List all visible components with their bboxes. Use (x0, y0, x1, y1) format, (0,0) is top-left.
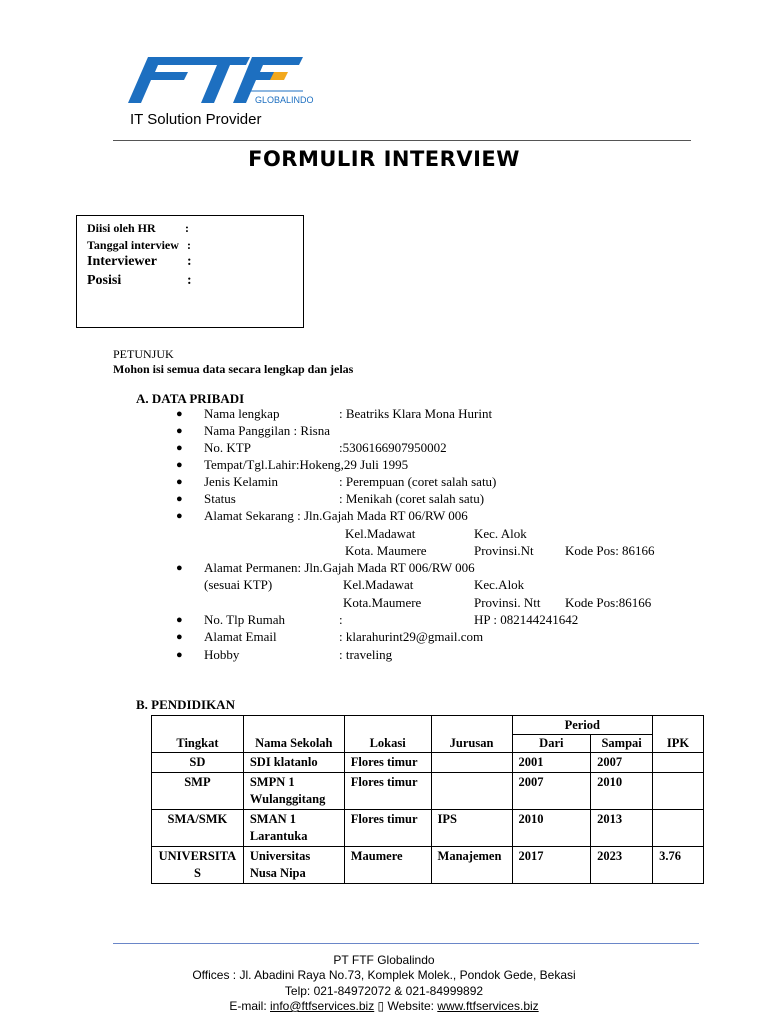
bullet-icon: ● (176, 510, 183, 522)
alamat-permanen-note: (sesuai KTP) (204, 577, 273, 592)
hr-label: Posisi (87, 273, 122, 288)
bullet-icon: ● (176, 649, 183, 661)
ttl: Tempat/Tgl.Lahir:Hokeng,29 Juli 1995 (204, 457, 409, 472)
logo-subtext: GLOBALINDO (255, 95, 314, 105)
hr-row-diisi (87, 221, 189, 236)
footer-separator: ▯ Website: (374, 999, 438, 1013)
telepon-label: No. Tlp Rumah (204, 612, 286, 627)
bullet-icon: ● (176, 442, 183, 454)
status-label: Status (204, 491, 236, 506)
cell-lokasi: Maumere (344, 847, 431, 884)
cell-ipk (653, 810, 704, 847)
cell-dari: 2017 (512, 847, 591, 884)
cell-sekolah: SDI klatanlo (243, 753, 344, 773)
header-lokasi: Lokasi (344, 716, 431, 753)
hr-colon: : (187, 254, 192, 269)
alamat-permanen-kota: Kota.Maumere (343, 595, 422, 610)
cell-sampai: 2007 (591, 753, 653, 773)
header-nama-sekolah: Nama Sekolah (243, 716, 344, 753)
footer-company: PT FTF Globalindo (333, 953, 435, 967)
cell-sampai: 2023 (591, 847, 653, 884)
alamat-sekarang-kodepos: Kode Pos: 86166 (565, 543, 655, 558)
alamat-permanen-kel: Kel.Madawat (343, 577, 414, 592)
bullet-icon: ● (176, 631, 183, 643)
alamat-sekarang-kec: Kec. Alok (474, 526, 527, 541)
bullet-icon: ● (176, 562, 183, 574)
alamat-sekarang-kota: Kota. Maumere (345, 543, 427, 558)
page-title: FORMULIR INTERVIEW (248, 147, 520, 171)
table-row (152, 773, 704, 810)
instructions-heading: PETUNJUK (113, 347, 174, 361)
table-row (152, 810, 704, 847)
footer-website-link[interactable]: www.ftfservices.biz (437, 999, 539, 1013)
section-b-heading: B. PENDIDIKAN (136, 697, 235, 712)
cell-lokasi: Flores timur (344, 773, 431, 810)
ftf-logo (128, 55, 314, 107)
cell-tingkat: SMP (152, 773, 244, 810)
cell-sekolah: SMPN 1 Wulanggitang (243, 773, 344, 810)
tagline: IT Solution Provider (130, 111, 262, 128)
cell-sampai: 2013 (591, 810, 653, 847)
hobby-label: Hobby (204, 647, 240, 662)
cell-lokasi: Flores timur (344, 810, 431, 847)
table-header-row (152, 716, 704, 735)
email-value: : klarahurint29@gmail.com (339, 629, 484, 644)
alamat-sekarang-provinsi: Provinsi.Nt (474, 543, 534, 558)
alamat-sekarang: Alamat Sekarang : Jln.Gajah Mada RT 06/RW 006 (204, 508, 468, 523)
hr-row-interviewer (87, 254, 192, 270)
cell-lokasi: Flores timur (344, 753, 431, 773)
cell-sekolah: SMAN 1 Larantuka (243, 810, 344, 847)
hr-colon: : (185, 221, 189, 235)
education-table (151, 715, 704, 884)
alamat-permanen-provinsi: Provinsi. Ntt (474, 595, 541, 610)
nama-panggilan: Nama Panggilan : Risna (204, 423, 331, 438)
ktp-label: No. KTP (204, 440, 251, 455)
bullet-icon: ● (176, 493, 183, 505)
hr-label: Diisi oleh HR (87, 221, 156, 235)
footer-contact (0, 999, 768, 1013)
footer-divider (113, 943, 699, 944)
ktp-value: :5306166907950002 (339, 440, 447, 455)
cell-ipk: 3.76 (653, 847, 704, 884)
cell-sampai: 2010 (591, 773, 653, 810)
header-jurusan: Jurusan (431, 716, 512, 753)
cell-dari: 2010 (512, 810, 591, 847)
table-row (152, 753, 704, 773)
header-ipk: IPK (653, 716, 704, 753)
header-period: Period (512, 716, 653, 735)
cell-ipk (653, 753, 704, 773)
hr-label: Interviewer (87, 254, 157, 269)
header-sampai: Sampai (591, 735, 653, 753)
instructions-text: Mohon isi semua data secara lengkap dan jelas (113, 362, 354, 376)
alamat-permanen-kodepos: Kode Pos:86166 (565, 595, 652, 610)
hp-value: HP : 082144241642 (474, 612, 579, 627)
nama-lengkap-value: : Beatriks Klara Mona Hurint (339, 406, 493, 421)
cell-dari: 2001 (512, 753, 591, 773)
hr-colon: : (187, 273, 192, 288)
status-value: : Menikah (coret salah satu) (339, 491, 485, 506)
cell-dari: 2007 (512, 773, 591, 810)
alamat-permanen: Alamat Permanen: Jln.Gajah Mada RT 006/RW 006 (204, 560, 475, 575)
bullet-icon: ● (176, 459, 183, 471)
hr-colon: : (187, 238, 191, 252)
alamat-permanen-kec: Kec.Alok (474, 577, 525, 592)
bullet-icon: ● (176, 476, 183, 488)
cell-ipk (653, 773, 704, 810)
cell-jurusan (431, 753, 512, 773)
jenis-kelamin-value: : Perempuan (coret salah satu) (339, 474, 497, 489)
section-a-heading: A. DATA PRIBADI (136, 391, 245, 406)
nama-lengkap-label: Nama lengkap (204, 406, 280, 421)
jenis-kelamin-label: Jenis Kelamin (204, 474, 279, 489)
table-row (152, 847, 704, 884)
hr-info-box (76, 215, 304, 328)
footer-offices: Offices : Jl. Abadini Raya No.73, Komplek Molek., Pondok Gede, Bekasi (192, 968, 576, 982)
cell-jurusan: Manajemen (431, 847, 512, 884)
bullet-icon: ● (176, 408, 183, 420)
header-dari: Dari (512, 735, 591, 753)
footer-telp: Telp: 021-84972072 & 021-84999892 (284, 984, 484, 998)
header-divider (113, 140, 691, 141)
alamat-sekarang-kel: Kel.Madawat (345, 526, 416, 541)
cell-sekolah: Universitas Nusa Nipa (243, 847, 344, 884)
bullet-icon: ● (176, 425, 183, 437)
cell-tingkat: SMA/SMK (152, 810, 244, 847)
header-tingkat: Tingkat (152, 716, 244, 753)
footer-email-link[interactable]: info@ftfservices.biz (270, 999, 375, 1013)
bullet-icon: ● (176, 614, 183, 626)
footer-email-prefix: E-mail: (229, 999, 270, 1013)
cell-tingkat: SD (152, 753, 244, 773)
telepon-value: : (339, 612, 343, 627)
cell-jurusan (431, 773, 512, 810)
cell-tingkat: UNIVERSITAS (152, 847, 244, 884)
hr-row-posisi (87, 273, 192, 289)
hr-label: Tanggal interview (87, 238, 179, 252)
hobby-value: : traveling (339, 647, 393, 662)
hr-row-tanggal (87, 238, 191, 253)
cell-jurusan: IPS (431, 810, 512, 847)
email-label: Alamat Email (204, 629, 277, 644)
